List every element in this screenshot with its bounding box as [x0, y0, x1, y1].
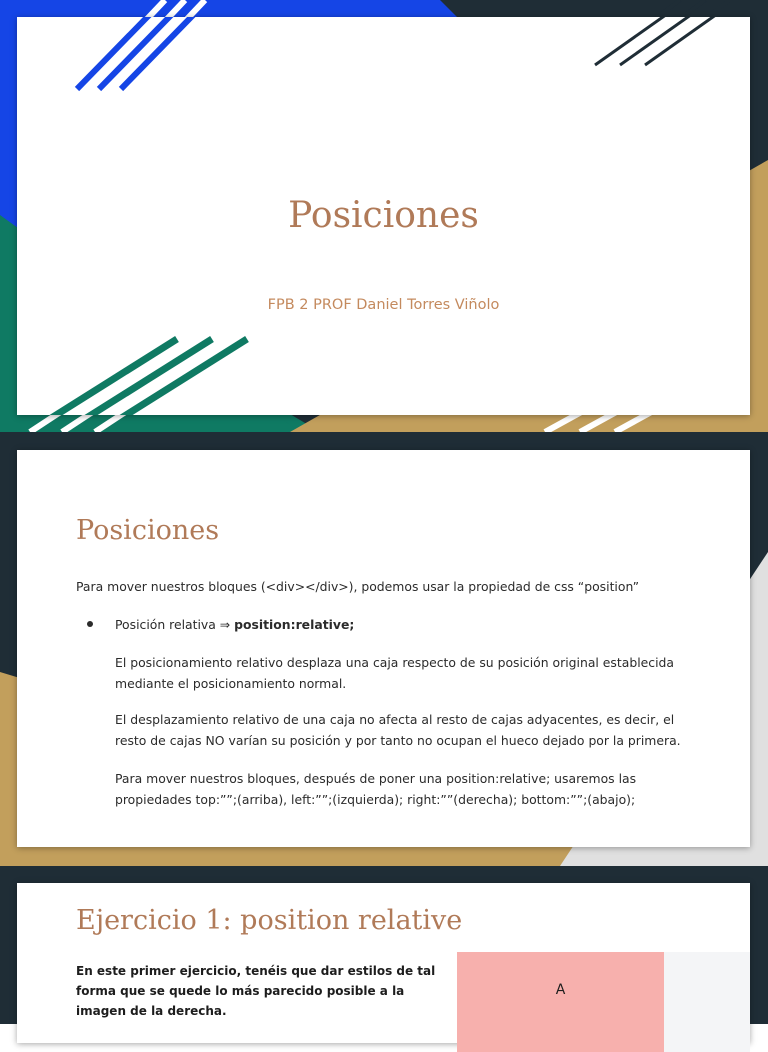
bullet-dot [87, 621, 93, 627]
slide-3-text: En este primer ejercicio, tenéis que dar estilos de tal forma que se quede lo más parecido posible a la imagen de la derecha. [76, 964, 436, 1018]
slide-3-card [17, 883, 750, 1043]
slide-2-para-2: El desplazamiento relativo de una caja no afecta al resto de cajas adyacentes, es decir, el resto de cajas NO varían su posición y por tanto no ocupan el hueco dejado por la primera. [115, 712, 681, 748]
slide-2-para-1: El posicionamiento relativo desplaza una caja respecto de su posición original establecida mediante el posicionamiento normal. [115, 655, 674, 691]
slide-2-card [17, 450, 750, 847]
box-a-label: A [555, 982, 566, 998]
bullet-prefix: Posición relativa ⇒ [115, 617, 235, 632]
exercise-preview [457, 952, 750, 1052]
slide-2-intro: Para mover nuestros bloques (<div></div>), podemos usar la propiedad de css “position” [76, 579, 640, 594]
slide-1-subtitle: FPB 2 PROF Daniel Torres Viñolo [267, 297, 500, 313]
slide-2-para-3: Para mover nuestros bloques, después de poner una position:relative; usaremos las propiedades top:””;(arriba), left:””;(izquierda); right:””(derecha); bottom:””;(abajo); [115, 771, 637, 807]
slide-3-title: Ejercicio 1: position relative [76, 905, 463, 936]
slide-2-title: Posiciones [76, 515, 220, 546]
slide-1-card [17, 17, 750, 415]
bullet-text [115, 614, 354, 635]
bullet-bold-code: position:relative; [234, 617, 355, 632]
box-a [457, 952, 664, 1052]
slide-1-title: Posiciones [288, 195, 479, 236]
